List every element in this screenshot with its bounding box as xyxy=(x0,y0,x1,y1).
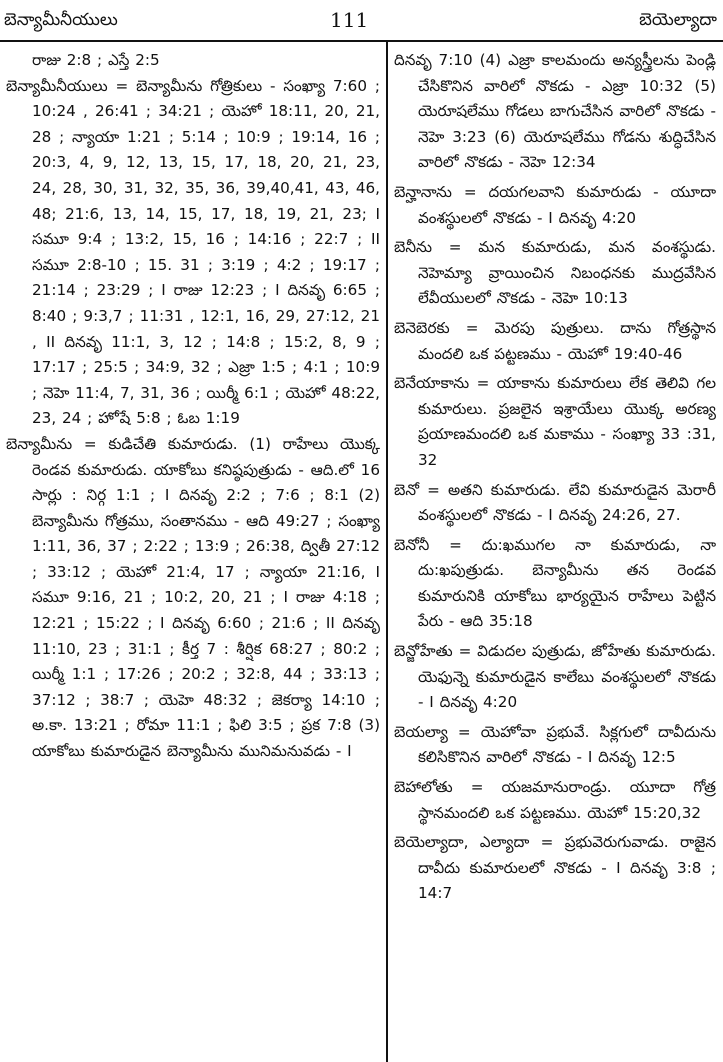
dictionary-entry: బెన్జోహేతు = విడుదల పుత్రుడు, జోహేతు కుమారుడు. యెఫున్నె కుమారుడైన కాలేబు వంశస్థులలో నొకడు - I దినవృ 4:20 xyxy=(394,642,716,712)
dictionary-entry: బెయెల్యాదా, ఎల్యాదా = ప్రభువెరుగువాడు. రాజైన దావీదు కుమారులలో నొకడు - I దినవృ 3:8 ; 14:7 xyxy=(394,833,716,903)
dictionary-entry: బెయల్యా = యెహోవా ప్రభువే. సిక్లగులో దావీదును కలిసికొనిన వారిలో నొకడు - I దినవృ 12:5 xyxy=(394,722,716,767)
page-number: 111 xyxy=(330,8,369,32)
dictionary-entry: బెహాలోతు = యజమానురాండ్రు. యూదా గోత్ర స్థానమందలి ఒక పట్టణము. యెహో 15:20,32 xyxy=(394,778,716,822)
dictionary-entry: బెనోనీ = దు:ఖముగల నా కుమారుడు, నా దు:ఖపుత్రుడు. బెన్యామీను తన రెండవ కుమారునికి యాకోబు భార్యయైన రాహేలు పెట్టిన పేరు - ఆది 35:18 xyxy=(394,535,716,631)
dictionary-entry: బెన్యామీను = కుడిచేతి కుమారుడు. (1) రాహేలు యొక్క రెండవ కుమారుడు. యాకోబు కనిష్ఠపుత్రుడు - ఆది.లో 16 సార్లు : నిర్గ 1:1 ; I దినవృ 2:2 ; 7:6 ; 8:1 (2) బెన్యామీను గోత్రము, సంతానము - ఆది 49:27 ; సంఖ్యా 1:11, 36, 37 ; 2:22 ; 13:9 ; 26:38, ద్వితీ 27:12 ; 33:12 ; యెహో 21:4, 17 ; న్యాయా 21:16, I సమూ 9:16, 21 ; 10:2, 20, 21 ; I రాజు 4:18 ; 12:21 ; 15:22 ; I దినవృ 6:60 ; 21:6 ; II దినవృ 11:10, 23 ; 31:1 ; కీర్త 7 : శీర్షిక 68:27 ; 80:2 ; యిర్మీ 1:1 ; 17:26 ; 20:2 ; 32:8, 44 ; 33:13 ; 37:12 ; 38:7 ; యెహె 48:32 ; జెకర్యా 14:10 ; అ.కా. 13:21 ; రోమా 11:1 ; ఫిలి 3:5 ; ప్రక 7:8 (3) యాకోబు కుమారుడైన బెన్యామీను మునిమనువడు - I xyxy=(6,434,380,761)
dictionary-entry: బెనేయాకాను = యాకాను కుమారులు లేక తెలివి గల కుమారులు. ప్రజలైన ఇశ్రాయేలు యొక్క అరణ్య ప్రయాణమందలి ఒక మకాము - సంఖ్యా 33 :31, 32 xyxy=(394,374,716,469)
left-column xyxy=(6,48,380,1062)
dictionary-entry: బెన్యామీనీయులు = బెన్యామీను గోత్రికులు - సంఖ్యా 7:60 ; 10:24 , 26:41 ; 34:21 ; యెహో 18:11, 20, 21, 28 ; న్యాయా 1:21 ; 5:14 ; 10:9 ; 19:14, 16 ; 20:3, 4, 9, 12, 13, 15, 17, 18, 20, 21, 23, 24, 28, 30, 31, 32, 35, 36, 39,40,41, 43, 46, 48; 21:6, 13, 14, 15, 17, 18, 19, 21, 23; I సమూ 9:4 ; 13:2, 15, 16 ; 14:16 ; 22:7 ; II సమూ 2:8-10 ; 15. 31 ; 3:19 ; 4:2 ; 19:17 ; 21:14 ; 23:29 ; I రాజు 12:23 ; I దినవృ 6:65 ; 8:40 ; 9:3,7 ; 11:31 , 12:1, 16, 29, 27:12, 21 , II దినవృ 11:1, 3, 12 ; 14:8 ; 15:2, 8, 9 ; 17:17 ; 25:5 ; 34:9, 32 ; ఎజ్రా 1:5 ; 4:1 ; 10:9 ; నెహె 11:4, 7, 31, 36 ; యిర్మీ 6:1 ; యెహో 48:22, 23, 24 ; హోషే 5:8 ; ఓబ 1:19 xyxy=(6,76,380,428)
dictionary-entry: బెనీను = మన కుమారుడు, మన వంశస్థుడు. నెహెమ్యా వ్రాయించిన నిబంధనకు ముద్రవేసిన లేవీయులలో నొకడు - నెహె 10:13 xyxy=(394,238,716,308)
dictionary-entry: బెనో = అతని కుమారుడు. లేవి కుమారుడైన మెరారీ వంశస్థులలో నొకడు - I దినవృ 24:26, 27. xyxy=(394,480,716,525)
running-head-right: బెయెల్యాదా xyxy=(639,10,717,30)
column-divider xyxy=(386,42,388,1062)
running-head-left: బెన్యామీనీయులు xyxy=(4,10,118,30)
header-rule xyxy=(0,40,723,42)
right-column xyxy=(394,48,716,1062)
dictionary-entry: రాజు 2:8 ; ఎస్తే 2:5 xyxy=(32,51,160,69)
dictionary-entry: బెన్హానాను = దయగలవాని కుమారుడు - యూదా వంశస్థులలో నొకడు - I దినవృ 4:20 xyxy=(394,182,716,227)
dictionary-entry: దినవృ 7:10 (4) ఎజ్రా కాలమందు అన్యస్త్రీలను పెండ్లి చేసికొనిన వారిలో నొకడు - ఎజ్రా 10:32 (5) యెరూషలేము గోడలు బాగుచేసిన వారిలో నొకడు - నెహె 3:23 (6) యెరూషలేము గోడను శుద్ధిచేసిన వారిలో నొకడు - నెహె 12:34 xyxy=(394,51,716,172)
dictionary-entry: బెనెబెరకు = మెరపు పుత్రులు. దాను గోత్రస్థాన మందలి ఒక పట్టణము - యెహో 19:40-46 xyxy=(394,318,716,363)
page-header xyxy=(0,0,723,44)
